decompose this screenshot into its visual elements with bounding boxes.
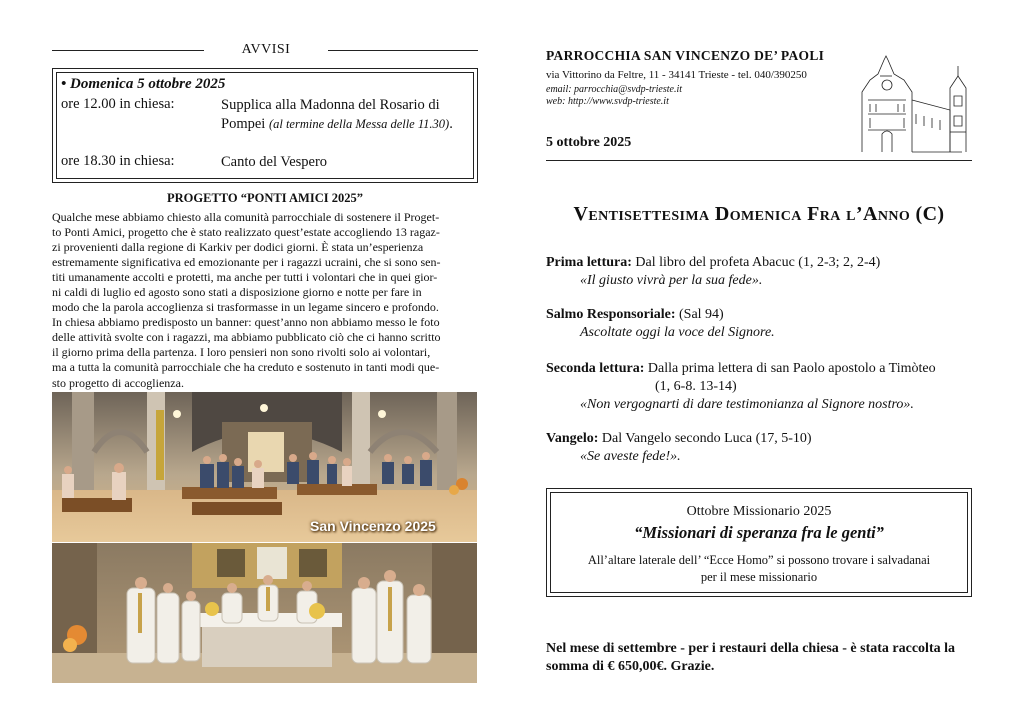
project-line: Qualche mese abbiamo chiesto alla comunità parrocchiale di sostenere il Proget- bbox=[52, 210, 440, 224]
notice-text-1 bbox=[221, 96, 469, 134]
altar-photo-art bbox=[52, 543, 477, 683]
notice-text-1-line1: Supplica alla Madonna del Rosario di bbox=[221, 97, 440, 113]
reading-label: Seconda lettura: bbox=[546, 361, 645, 376]
project-title: PROGETTO “PONTI AMICI 2025” bbox=[167, 191, 363, 205]
notice-box bbox=[52, 68, 478, 183]
mission-line-1: All’altare laterale dell’ “Ecce Homo” si possono trovare i salvadanai bbox=[587, 553, 931, 567]
project-line: il giorno prima della partenza. I loro pensieri non sono rivolti solo ai volontari, bbox=[52, 345, 431, 360]
church-drawing-logo bbox=[858, 52, 972, 156]
reading-quote: «Se aveste fede!». bbox=[580, 449, 681, 464]
reading-label: Vangelo: bbox=[546, 431, 599, 446]
heading-rule-right bbox=[328, 50, 478, 51]
notice-text-1-note: (al termine della Messa delle 11.30) bbox=[268, 117, 450, 131]
notice-text-2: Canto del Vespero bbox=[221, 154, 328, 170]
project-line: ma a tutta la comunità parrocchiale che ha creduto e sostenuto in tanti modi que- bbox=[52, 360, 440, 375]
parish-email: email: parrocchia@svdp-trieste.it bbox=[546, 84, 683, 95]
reading-source: Dal libro del profeta Abacuc (1, 2-3; 2, 2-4) bbox=[631, 255, 881, 270]
project-line: In chiesa abbiamo predisposto un banner: quest’anno non abbiamo messo le foto bbox=[52, 315, 440, 330]
offering-note bbox=[546, 640, 972, 676]
notice-time-2: ore 18.30 in chiesa: bbox=[61, 153, 175, 169]
project-line: zi provenienti dalla regione di Karkiv per dodici giorni. È stata un’esperienza bbox=[52, 240, 424, 255]
project-line: modo che la parola accoglienza si trasformasse in un legame sincero e profondo. bbox=[52, 300, 439, 315]
offering-line-2: somma di € 650,00€. Grazie. bbox=[546, 659, 715, 674]
project-line: titi umanamente accolti e protetti, ma anche per tutti i volontari che in quei gior- bbox=[52, 270, 438, 285]
reading-first bbox=[546, 254, 972, 290]
avvisi-heading bbox=[52, 42, 478, 60]
reading-label: Salmo Responsoriale: bbox=[546, 307, 676, 322]
reading-quote: «Il giusto vivrà per la sua fede». bbox=[580, 273, 763, 288]
notice-time-1: ore 12.00 in chiesa: bbox=[61, 96, 175, 112]
congregation-photo bbox=[52, 392, 477, 542]
header-divider bbox=[546, 160, 972, 161]
project-line: delle attività svolte con i ragazzi, ma abbiamo pubblicato ciò che ci hanno scritto bbox=[52, 330, 441, 345]
sunday-title: Ventisettesima Domenica Fra l’Anno (C) bbox=[573, 203, 945, 225]
notice-text-1-end: . bbox=[449, 116, 453, 132]
reading-second bbox=[546, 360, 972, 414]
altar-photo bbox=[52, 543, 477, 683]
mission-title: Ottobre Missionario 2025 bbox=[686, 504, 832, 519]
mission-line-2: per il mese missionario bbox=[700, 570, 818, 584]
photo-caption: San Vincenzo 2025 bbox=[310, 518, 436, 534]
project-line: to Ponti Amici, progetto che è stato realizzato quest’estate accogliendo 13 ragaz- bbox=[52, 225, 440, 240]
project-body bbox=[52, 210, 478, 391]
reading-psalm bbox=[546, 306, 972, 342]
mission-box bbox=[546, 488, 972, 597]
notice-date: • Domenica 5 ottobre 2025 bbox=[61, 76, 226, 92]
issue-date: 5 ottobre 2025 bbox=[546, 135, 632, 150]
parish-name: PARROCCHIA SAN VINCENZO DE’ PAOLI bbox=[546, 48, 825, 63]
avvisi-title: AVVISI bbox=[241, 42, 291, 57]
notice-text-1-line2: Pompei bbox=[221, 116, 266, 132]
heading-rule-left bbox=[52, 50, 204, 51]
reading-source: Dalla prima lettera di san Paolo apostolo a Timòteo bbox=[644, 361, 936, 376]
reading-gospel bbox=[546, 430, 972, 466]
project-line: estremamente significativa ed emozionante per i ragazzi ucraini, che si sono sen- bbox=[52, 255, 441, 270]
parish-address: via Vittorino da Feltre, 11 - 34141 Trieste - tel. 040/390250 bbox=[546, 69, 807, 81]
parish-web: web: http://www.svdp-trieste.it bbox=[546, 96, 669, 107]
reading-quote: Ascoltate oggi la voce del Signore. bbox=[580, 325, 775, 340]
reading-quote: «Non vergognarti di dare testimonianza al Signore nostro». bbox=[580, 397, 914, 412]
project-line: sto progetto di accoglienza. bbox=[52, 375, 184, 390]
offering-line-1: Nel mese di settembre - per i restauri della chiesa - è stata raccolta la bbox=[546, 641, 956, 656]
church-drawing-icon bbox=[858, 52, 972, 156]
mission-slogan: “Missionari di speranza fra le genti” bbox=[634, 523, 884, 542]
reading-source-cont: (1, 6-8. 13-14) bbox=[655, 379, 737, 394]
project-line: ni caldi di luglio ed agosto sono stati a disposizione giorno e notte per fare in bbox=[52, 285, 422, 300]
reading-label: Prima lettura: bbox=[546, 255, 632, 270]
reading-source: (Sal 94) bbox=[675, 307, 724, 322]
reading-source: Dal Vangelo secondo Luca (17, 5-10) bbox=[598, 431, 812, 446]
